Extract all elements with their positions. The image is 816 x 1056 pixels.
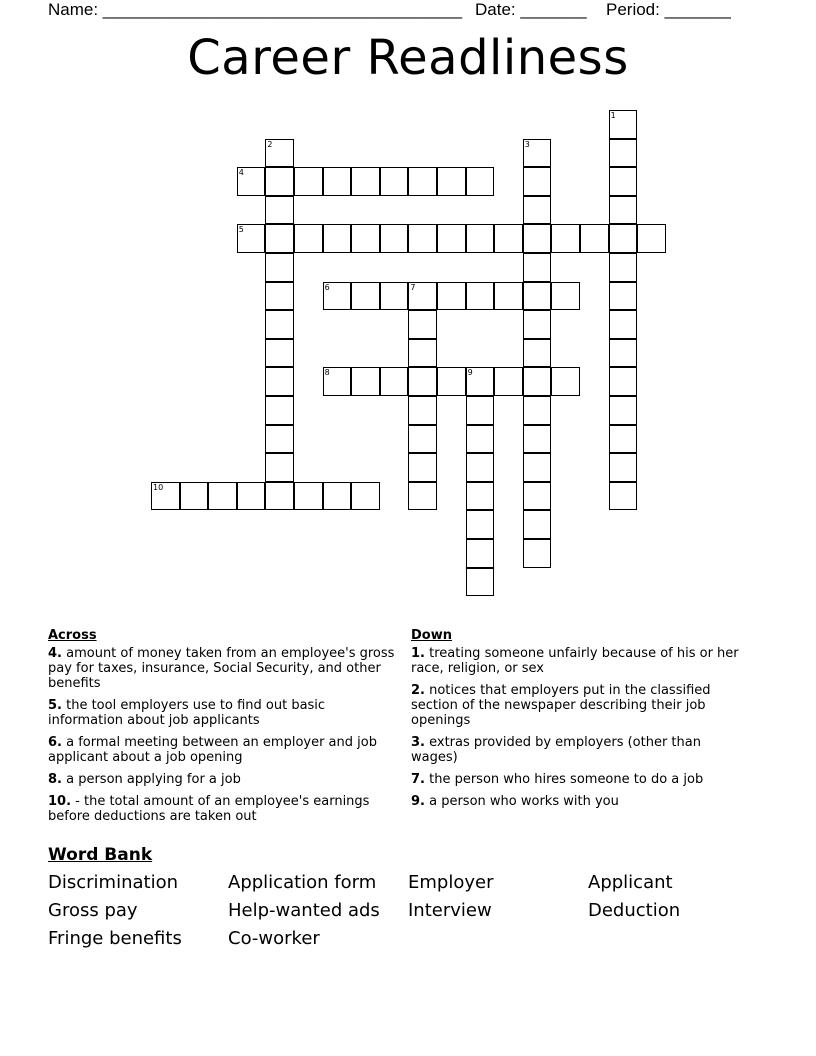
crossword-cell[interactable] bbox=[265, 425, 294, 454]
crossword-cell[interactable] bbox=[580, 224, 609, 253]
crossword-cell[interactable] bbox=[637, 224, 666, 253]
crossword-cell[interactable] bbox=[609, 167, 638, 196]
crossword-cell[interactable] bbox=[609, 396, 638, 425]
crossword-cell[interactable] bbox=[609, 253, 638, 282]
crossword-cell[interactable] bbox=[351, 367, 380, 396]
across-clues bbox=[48, 628, 398, 831]
crossword-cell[interactable] bbox=[437, 224, 466, 253]
crossword-cell[interactable] bbox=[523, 510, 552, 539]
crossword-cell[interactable] bbox=[265, 196, 294, 225]
clue-down-9: 9. a person who works with you bbox=[411, 794, 619, 809]
crossword-cell[interactable] bbox=[151, 482, 180, 511]
crossword-cell[interactable] bbox=[609, 110, 638, 139]
crossword-cell[interactable] bbox=[351, 167, 380, 196]
crossword-cell[interactable] bbox=[408, 396, 437, 425]
crossword-cell[interactable] bbox=[466, 167, 495, 196]
clue-number: 3 bbox=[524, 139, 530, 149]
crossword-cell[interactable] bbox=[265, 482, 294, 511]
crossword-cell[interactable] bbox=[351, 282, 380, 311]
clue-number: 6 bbox=[324, 282, 330, 292]
word-bank-item: Interview bbox=[408, 900, 492, 921]
clue-number: 8 bbox=[324, 368, 330, 378]
date-field[interactable]: Date: _______ bbox=[475, 0, 587, 19]
name-field[interactable]: Name: ______________________________________ bbox=[48, 0, 463, 19]
crossword-cell[interactable] bbox=[323, 224, 352, 253]
crossword-cell[interactable] bbox=[323, 482, 352, 511]
crossword-cell[interactable] bbox=[523, 224, 552, 253]
crossword-cell[interactable] bbox=[323, 282, 352, 311]
crossword-cell[interactable] bbox=[609, 482, 638, 511]
crossword-cell[interactable] bbox=[466, 482, 495, 511]
crossword-cell[interactable] bbox=[609, 196, 638, 225]
word-bank-item: Fringe benefits bbox=[48, 928, 182, 949]
crossword-cell[interactable] bbox=[408, 453, 437, 482]
clue-across-5: 5. the tool employers use to find out basic information about job applicants bbox=[48, 698, 326, 728]
crossword-cell[interactable] bbox=[265, 167, 294, 196]
clue-down-1: 1. treating someone unfairly because of his or her race, religion, or sex bbox=[411, 646, 739, 676]
page-title: Career Readliness bbox=[187, 30, 629, 86]
crossword-cell[interactable] bbox=[609, 224, 638, 253]
crossword-cell[interactable] bbox=[466, 568, 495, 597]
clue-number: 9 bbox=[467, 368, 473, 378]
crossword-cell[interactable] bbox=[265, 253, 294, 282]
crossword-cell[interactable] bbox=[323, 367, 352, 396]
crossword-cell[interactable] bbox=[523, 139, 552, 168]
crossword-cell[interactable] bbox=[294, 167, 323, 196]
crossword-cell[interactable] bbox=[351, 224, 380, 253]
word-bank-item: Deduction bbox=[588, 900, 681, 921]
period-field[interactable]: Period: _______ bbox=[606, 0, 731, 19]
crossword-cell[interactable] bbox=[180, 482, 209, 511]
crossword-cell[interactable] bbox=[551, 367, 580, 396]
word-bank-item: Applicant bbox=[588, 872, 673, 893]
crossword-cell[interactable] bbox=[380, 224, 409, 253]
crossword-cell[interactable] bbox=[609, 139, 638, 168]
crossword-cell[interactable] bbox=[609, 339, 638, 368]
clue-across-8: 8. a person applying for a job bbox=[48, 772, 241, 787]
crossword-cell[interactable] bbox=[466, 224, 495, 253]
clue-number: 4 bbox=[238, 168, 244, 178]
crossword-cell[interactable] bbox=[494, 282, 523, 311]
crossword-cell[interactable] bbox=[466, 510, 495, 539]
crossword-cell[interactable] bbox=[294, 224, 323, 253]
across-heading: Across bbox=[48, 628, 97, 643]
crossword-cell[interactable] bbox=[265, 367, 294, 396]
clue-across-4: 4. amount of money taken from an employee's gross pay for taxes, insurance, Social Security, and other benefits bbox=[48, 646, 395, 691]
crossword-cell[interactable] bbox=[265, 453, 294, 482]
word-bank-item: Help-wanted ads bbox=[228, 900, 380, 921]
crossword-cell[interactable] bbox=[408, 310, 437, 339]
crossword-cell[interactable] bbox=[494, 367, 523, 396]
crossword-cell[interactable] bbox=[265, 224, 294, 253]
crossword-cell[interactable] bbox=[237, 224, 266, 253]
crossword-cell[interactable] bbox=[408, 339, 437, 368]
crossword-cell[interactable] bbox=[523, 482, 552, 511]
clue-down-2: 2. notices that employers put in the classified section of the newspaper describing their job openings bbox=[411, 683, 711, 728]
clue-number: 7 bbox=[410, 282, 416, 292]
down-clues bbox=[411, 628, 751, 816]
crossword-cell[interactable] bbox=[523, 167, 552, 196]
word-bank-item: Gross pay bbox=[48, 900, 138, 921]
crossword-cell[interactable] bbox=[408, 425, 437, 454]
crossword-cell[interactable] bbox=[323, 167, 352, 196]
clue-number: 1 bbox=[610, 111, 616, 120]
crossword-cell[interactable] bbox=[408, 482, 437, 511]
crossword-cell[interactable] bbox=[265, 396, 294, 425]
crossword-cell[interactable] bbox=[523, 310, 552, 339]
crossword-cell[interactable] bbox=[523, 367, 552, 396]
crossword-cell[interactable] bbox=[408, 224, 437, 253]
crossword-cell[interactable] bbox=[408, 367, 437, 396]
crossword-cell[interactable] bbox=[408, 167, 437, 196]
crossword-cell[interactable] bbox=[380, 167, 409, 196]
clue-across-6: 6. a formal meeting between an employer and job applicant about a job opening bbox=[48, 735, 377, 765]
crossword-cell[interactable] bbox=[551, 224, 580, 253]
crossword-cell[interactable] bbox=[437, 367, 466, 396]
crossword-cell[interactable] bbox=[208, 482, 237, 511]
word-bank-item: Application form bbox=[228, 872, 377, 893]
crossword-cell[interactable] bbox=[437, 167, 466, 196]
crossword-cell[interactable] bbox=[294, 482, 323, 511]
crossword-cell[interactable] bbox=[523, 196, 552, 225]
down-heading: Down bbox=[411, 628, 452, 643]
clue-down-3: 3. extras provided by employers (other than wages) bbox=[411, 735, 701, 765]
crossword-cell[interactable] bbox=[523, 253, 552, 282]
crossword-cell[interactable] bbox=[265, 139, 294, 168]
crossword-cell[interactable] bbox=[466, 425, 495, 454]
crossword-cell[interactable] bbox=[523, 425, 552, 454]
word-bank-item: Employer bbox=[408, 872, 494, 893]
crossword-cell[interactable] bbox=[265, 310, 294, 339]
crossword-cell[interactable] bbox=[466, 282, 495, 311]
clue-number: 10 bbox=[153, 482, 164, 492]
crossword-cell[interactable] bbox=[609, 425, 638, 454]
word-bank bbox=[48, 872, 788, 949]
crossword-cell[interactable] bbox=[609, 367, 638, 396]
crossword-cell[interactable] bbox=[466, 539, 495, 568]
clue-number: 5 bbox=[238, 225, 244, 235]
crossword-cell[interactable] bbox=[609, 282, 638, 311]
crossword-cell[interactable] bbox=[523, 453, 552, 482]
crossword-cell[interactable] bbox=[237, 482, 266, 511]
crossword-cell[interactable] bbox=[609, 310, 638, 339]
crossword-cell[interactable] bbox=[466, 367, 495, 396]
clue-down-7: 7. the person who hires someone to do a job bbox=[411, 772, 704, 787]
crossword-cell[interactable] bbox=[380, 367, 409, 396]
crossword-cell[interactable] bbox=[551, 282, 580, 311]
clue-number: 2 bbox=[267, 139, 273, 149]
word-bank-title: Word Bank bbox=[48, 845, 153, 865]
crossword-cell[interactable] bbox=[523, 396, 552, 425]
crossword-cell[interactable] bbox=[609, 453, 638, 482]
word-bank-item: Co-worker bbox=[228, 928, 320, 949]
crossword-cell[interactable] bbox=[523, 539, 552, 568]
crossword-cell[interactable] bbox=[494, 224, 523, 253]
clue-across-10: 10. - the total amount of an employee's earnings before deductions are taken out bbox=[48, 794, 370, 824]
crossword-cell[interactable] bbox=[351, 482, 380, 511]
word-bank-item: Discrimination bbox=[48, 872, 178, 893]
crossword-cell[interactable] bbox=[265, 282, 294, 311]
crossword-cell[interactable] bbox=[408, 282, 437, 311]
crossword-cell[interactable] bbox=[265, 339, 294, 368]
crossword-cell[interactable] bbox=[466, 453, 495, 482]
crossword-cell[interactable] bbox=[523, 339, 552, 368]
crossword-cell[interactable] bbox=[380, 282, 409, 311]
crossword-cell[interactable] bbox=[466, 396, 495, 425]
crossword-cell[interactable] bbox=[437, 282, 466, 311]
crossword-cell[interactable] bbox=[523, 282, 552, 311]
crossword-cell[interactable] bbox=[237, 167, 266, 196]
